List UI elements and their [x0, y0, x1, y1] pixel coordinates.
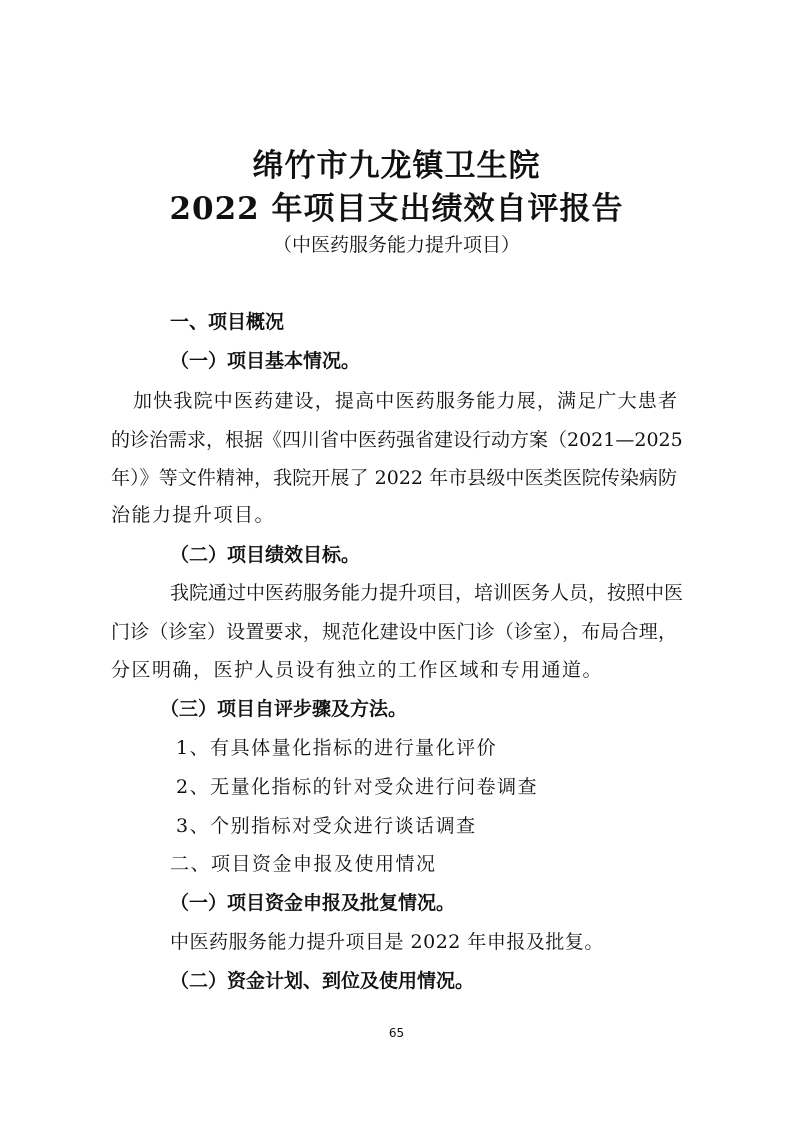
section-1-heading: 一、项目概况 [170, 311, 285, 333]
section-2-2-heading: （二）资金计划、到位及使用情况。 [170, 970, 475, 992]
list-item: 3、个别指标对受众进行谈话调查 [176, 815, 477, 837]
paragraph-line: 分区明确，医护人员设有独立的工作区域和专用通道。 [111, 659, 604, 681]
report-title-line-1: 绵竹市九龙镇卫生院 [252, 148, 541, 184]
paragraph-line: 门诊（诊室）设置要求，规范化建设中医门诊（诊室），布局合理， [111, 621, 677, 643]
report-title-line-2: 2022 年项目支出绩效自评报告 [169, 191, 624, 227]
list-item: 2、无量化指标的针对受众进行问卷调查 [176, 776, 539, 798]
section-1-2-heading: （二）项目绩效目标。 [170, 544, 361, 566]
paragraph-line: 加快我院中医药建设，提高中医药服务能力展，满足广大患者 [133, 390, 677, 412]
section-1-1-heading: （一）项目基本情况。 [170, 350, 361, 372]
paragraph-line: 治能力提升项目。 [111, 504, 276, 526]
paragraph-line: 中医药服务能力提升项目是 2022 年申报及批复。 [170, 931, 604, 953]
section-1-3-heading: （三）项目自评步骤及方法。 [160, 698, 408, 720]
paragraph-line: 的诊治需求，根据《四川省中医药强省建设行动方案（2021—2025 [111, 429, 683, 451]
paragraph-line: 年）》等文件精神，我院开展了 2022 年市县级中医类医院传染病防 [111, 467, 677, 489]
page-number: 65 [388, 1026, 405, 1040]
section-2-1-heading: （一）项目资金申报及批复情况。 [170, 892, 456, 914]
report-subtitle: （中医药服务能力提升项目） [272, 234, 520, 256]
paragraph-line: 我院通过中医药服务能力提升项目，培训医务人员，按照中医 [170, 582, 684, 604]
section-2-heading: 二、项目资金申报及使用情况 [170, 853, 437, 875]
list-item: 1、有具体量化指标的进行量化评价 [176, 737, 498, 759]
